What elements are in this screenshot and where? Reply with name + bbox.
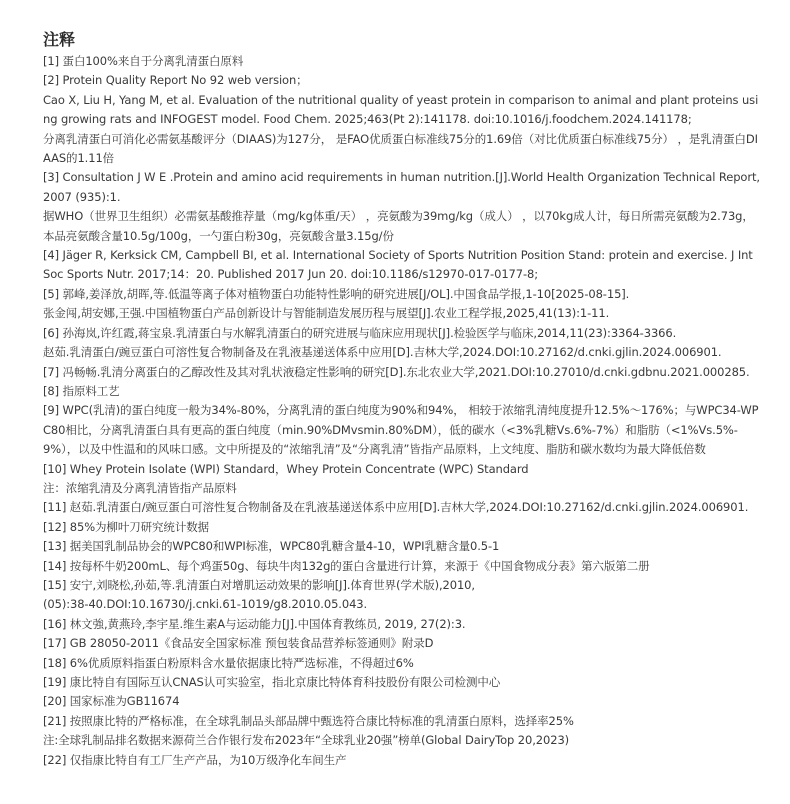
note-line: [12] 85%为柳叶刀研究统计数据 (43, 519, 210, 534)
note-line: [19] 康比特自有国际互认CNAS认可实验室，指北京康比特体育科技股份有限公司检测中心 (43, 675, 501, 689)
note-line: 注：浓缩乳清及分离乳清皆指产品原料 (43, 480, 237, 495)
notes-list (43, 52, 763, 770)
note-line: [22] 仅指康比特自有工厂生产产品，为10万级净化车间生产 (43, 752, 347, 767)
note-line: 分离乳清蛋白可消化必需氨基酸评分（DIAAS)为127分， 是FAO优质蛋白标准线75分的1.69倍（对比优质蛋白标准线75分） ，是乳清蛋白DIAAS的1.11倍 (43, 131, 758, 166)
note-line: [1] 蛋白100%来自于分离乳清蛋白原料 (43, 54, 244, 68)
note-line: [13] 据美国乳制品协会的WPC80和WPI标准，WPC80乳糖含量4-10，WPI乳糖含量0.5-1 (43, 539, 500, 554)
note-line: [18] 6%优质原料指蛋白粉原料含水量依据康比特严选标准，不得超过6% (43, 655, 414, 670)
note-line: [16] 林文強,黄燕玲,李宇星.维生素A与运动能力[J].中国体育教练员, 2019, 27(2):3. (43, 616, 466, 631)
note-line: 赵茹.乳清蛋白/豌豆蛋白可溶性复合物制备及在乳液基递送体系中应用[D].吉林大学,2024.DOI:10.27162/d.cnki.gjlin.2024.006901. (43, 345, 722, 360)
note-line: [5] 郭峰,姜泽放,胡晖,等.低温等离子体对植物蛋白功能特性影响的研究进展[J/OL].中国食品学报,1-10[2025-08-15]. (43, 286, 630, 301)
note-line: Cao X, Liu H, Yang M, et al. Evaluation of the nutritional quality of yeast protein in comparison to animal and plant proteins using growing rats and INFOGEST model. Food Chem. 2025;463(Pt 2):141178. doi:10.1016/j.foodchem.2024.141178; (43, 92, 759, 127)
note-line: [2] Protein Quality Report No 92 web version； (43, 73, 308, 88)
note-line: 注:全球乳制品排名数据来源荷兰合作银行发布2023年“全球乳业20强”榜单(Global DairyTop 20,2023) (43, 733, 570, 748)
note-line: [17] GB 28050-2011《食品安全国家标准 预包装食品营养标签通则》附录D (43, 636, 434, 651)
note-line: 张金闯,胡安娜,王强.中国植物蛋白产品创新设计与智能制造发展历程与展望[J].农业工程学报,2025,41(13):1-11. (43, 306, 610, 321)
note-line: [9] WPC(乳清)的蛋白纯度一般为34%-80%，分离乳清的蛋白纯度为90%和94%， 相较于浓缩乳清纯度提升12.5%～176%；与WPC34-WPC80相比，分离乳清蛋白具有更高的蛋白纯度（min.90%DMvsmin.80%DM），低的碳水（<3%乳糖Vs.6%-7%）和脂肪（<1%Vs.5%-9%），以及中性温和的风味口感。文中所提及的“浓缩乳清”及“分离乳清”皆指产品原料，上文纯度、脂肪和碳水数均为最大降低倍数 (43, 403, 759, 457)
notes-title: 注释 (43, 30, 76, 49)
note-line: [21] 按照康比特的严格标准，在全球乳制品头部品牌中甄选符合康比特标准的乳清蛋白原料，选择率25% (43, 713, 574, 728)
note-line: [14] 按每杯牛奶200mL、每个鸡蛋50g、每块牛肉132g的蛋白含量进行计算，来源于《中国食物成分表》第六版第二册 (43, 558, 650, 573)
note-line: [11] 赵茹.乳清蛋白/豌豆蛋白可溶性复合物制备及在乳液基递送体系中应用[D].吉林大学,2024.DOI:10.27162/d.cnki.gjlin.2024.006901. (43, 500, 749, 515)
note-line: [6] 孙海岚,许红霞,蒋宝泉.乳清蛋白与水解乳清蛋白的研究进展与临床应用现状[J].检验医学与临床,2014,11(23):3364-3366. (43, 325, 677, 340)
note-line: [4] Jäger R, Kerksick CM, Campbell BI, et al. International Society of Sports Nutrition Position Stand: protein and exercise. J Int Soc Sports Nutr. 2017;14：20. Published 2017 Jun 20. doi:10.1186/s12970-017-0177-8; (43, 248, 753, 282)
note-line: [15] 安宁,刘晓松,孙茹,等.乳清蛋白对增肌运动效果的影响[J].体育世界(学术版),2010, (43, 577, 475, 592)
note-line: [3] Consultation J W E .Protein and amino acid requirements in human nutrition.[J].World Health Organization Technical Report, 2007 (935):1. (43, 170, 760, 204)
note-line: [20] 国家标准为GB11674 (43, 694, 180, 709)
note-line: (05):38-40.DOI:10.16730/j.cnki.61-1019/g8.2010.05.043. (43, 597, 368, 612)
note-line: [8] 指原料工艺 (43, 383, 120, 398)
note-line: 据WHO（世界卫生组织）必需氨基酸推荐量（mg/kg体重/天） ，亮氨酸为39mg/kg（成人） ，以70kg成人计，每日所需亮氨酸为2.73g，本品亮氨酸含量10.5g/100g，一勺蛋白粉30g，亮氨酸含量3.15g/份 (43, 209, 754, 243)
note-line: [10] Whey Protein Isolate (WPI) Standard，Whey Protein Concentrate (WPC) Standard (43, 461, 529, 476)
note-line: [7] 冯畅畅.乳清分离蛋白的乙醇改性及其对乳状液稳定性影响的研究[D].东北农业大学,2021.DOI:10.27010/d.cnki.gdbnu.2021.000285. (43, 364, 750, 379)
notes-section (43, 30, 763, 770)
